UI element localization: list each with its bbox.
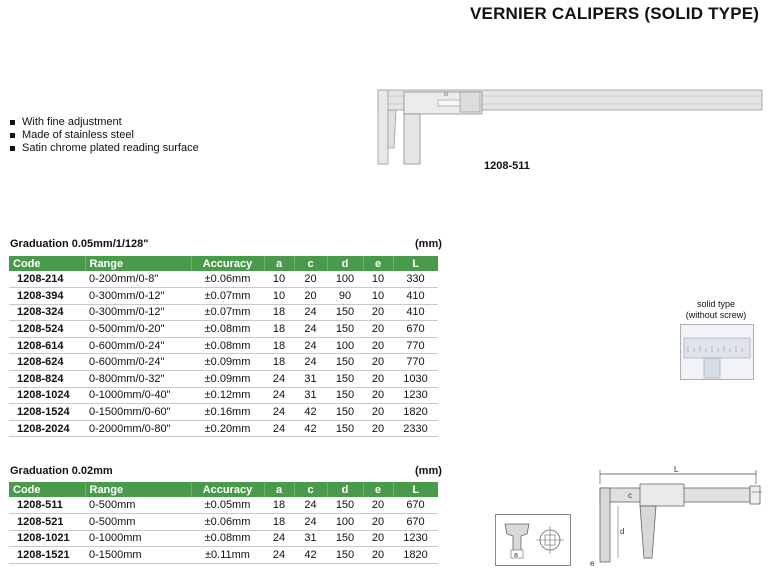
column-header: a: [264, 482, 294, 497]
unit-label: (mm): [415, 238, 442, 250]
table-cell: 24: [264, 547, 294, 564]
table-cell: 330: [393, 271, 438, 288]
table-cell: 18: [264, 337, 294, 354]
table-cell: 20: [363, 404, 393, 421]
table-row: [9, 354, 438, 371]
table-cell: 150: [327, 354, 363, 371]
table-cell: ±0.05mm: [191, 497, 264, 514]
table-cell: 0-500mm/0-20": [85, 321, 191, 338]
table-cell: ±0.09mm: [191, 371, 264, 388]
table-cell: 0-300mm/0-12": [85, 304, 191, 321]
table-row: [9, 530, 438, 547]
table-cell: ±0.12mm: [191, 387, 264, 404]
table-cell: 1230: [393, 387, 438, 404]
column-header: Code: [9, 482, 85, 497]
product-image-code: 1208-511: [484, 160, 530, 172]
product-code-cell: 1208-1521: [9, 547, 85, 564]
table-cell: 20: [363, 497, 393, 514]
table-cell: 24: [294, 321, 327, 338]
caliper-product-image: [360, 70, 768, 170]
table-cell: 0-2000mm/0-80": [85, 420, 191, 437]
table-cell: 1820: [393, 547, 438, 564]
table-cell: 0-600mm/0-24": [85, 354, 191, 371]
table-cell: 20: [363, 514, 393, 531]
table-cell: 150: [327, 387, 363, 404]
table-cell: 670: [393, 321, 438, 338]
column-header: e: [363, 256, 393, 271]
table-cell: 18: [264, 497, 294, 514]
solid-type-image: [680, 324, 754, 380]
table-cell: 24: [264, 420, 294, 437]
table-cell: 20: [363, 530, 393, 547]
table-cell: ±0.06mm: [191, 514, 264, 531]
column-header: Accuracy: [191, 482, 264, 497]
graduation-heading: Graduation 0.02mm: [10, 465, 113, 477]
column-header: Accuracy: [191, 256, 264, 271]
table-cell: 0-300mm/0-12": [85, 288, 191, 305]
spec-table: [9, 256, 438, 437]
column-header: d: [327, 482, 363, 497]
table-cell: 20: [363, 371, 393, 388]
table-cell: 0-1000mm: [85, 530, 191, 547]
table-cell: 0-1000mm/0-40": [85, 387, 191, 404]
diagram-label-a: a: [514, 552, 518, 559]
product-code-cell: 1208-624: [9, 354, 85, 371]
column-header: Range: [85, 256, 191, 271]
product-code-cell: 1208-1024: [9, 387, 85, 404]
column-header: L: [393, 482, 438, 497]
feature-item: With fine adjustment: [10, 116, 199, 129]
product-code-cell: 1208-521: [9, 514, 85, 531]
table-cell: 0-1500mm/0-60": [85, 404, 191, 421]
table-row: [9, 514, 438, 531]
table-cell: 150: [327, 497, 363, 514]
table-row: [9, 271, 438, 288]
table-cell: 42: [294, 547, 327, 564]
page-title: VERNIER CALIPERS (SOLID TYPE): [470, 4, 760, 23]
table-cell: 770: [393, 354, 438, 371]
table-row: [9, 497, 438, 514]
table-row: [9, 387, 438, 404]
table-cell: 90: [327, 288, 363, 305]
table-cell: ±0.16mm: [191, 404, 264, 421]
diagram-label-d: d: [620, 527, 625, 536]
table-cell: 42: [294, 420, 327, 437]
column-header: a: [264, 256, 294, 271]
table-row: [9, 288, 438, 305]
table-cell: 150: [327, 321, 363, 338]
table-cell: 100: [327, 514, 363, 531]
jaw-cross-section-diagram: [495, 514, 571, 566]
table-cell: 18: [264, 304, 294, 321]
table-cell: 410: [393, 304, 438, 321]
solid-type-caption: solid type (without screw): [685, 299, 747, 320]
feature-list: [10, 116, 199, 155]
product-code-cell: 1208-824: [9, 371, 85, 388]
table-cell: ±0.11mm: [191, 547, 264, 564]
diagram-label-e: e: [590, 559, 595, 568]
dimension-drawing: [588, 462, 764, 570]
table-row: [9, 420, 438, 437]
table-cell: 0-800mm/0-32": [85, 371, 191, 388]
table-cell: 24: [264, 387, 294, 404]
product-code-cell: 1208-2024: [9, 420, 85, 437]
table-cell: 670: [393, 514, 438, 531]
table-cell: 150: [327, 420, 363, 437]
table-cell: 770: [393, 337, 438, 354]
table-cell: ±0.08mm: [191, 337, 264, 354]
table-cell: 20: [363, 354, 393, 371]
table-cell: 1030: [393, 371, 438, 388]
table-cell: 31: [294, 371, 327, 388]
table-row: [9, 337, 438, 354]
table-cell: 20: [363, 304, 393, 321]
table-row: [9, 404, 438, 421]
table-cell: 10: [363, 288, 393, 305]
table-cell: 2330: [393, 420, 438, 437]
table-cell: 100: [327, 337, 363, 354]
table-cell: 20: [294, 271, 327, 288]
table-cell: ±0.07mm: [191, 304, 264, 321]
feature-item: Satin chrome plated reading surface: [10, 142, 199, 155]
table-cell: 150: [327, 371, 363, 388]
table-cell: 18: [264, 321, 294, 338]
table-cell: 24: [294, 304, 327, 321]
table-cell: ±0.08mm: [191, 321, 264, 338]
table-cell: 24: [294, 354, 327, 371]
column-header: e: [363, 482, 393, 497]
product-code-cell: 1208-524: [9, 321, 85, 338]
table-cell: 150: [327, 304, 363, 321]
column-header: d: [327, 256, 363, 271]
table-cell: 0-500mm: [85, 497, 191, 514]
table-cell: 1820: [393, 404, 438, 421]
product-code-cell: 1208-394: [9, 288, 85, 305]
table-cell: 24: [264, 371, 294, 388]
table-cell: 10: [363, 271, 393, 288]
table-cell: 150: [327, 530, 363, 547]
table-cell: 24: [294, 337, 327, 354]
table-cell: 24: [294, 497, 327, 514]
table-cell: 0-1500mm: [85, 547, 191, 564]
table-cell: 18: [264, 354, 294, 371]
table-cell: 20: [363, 337, 393, 354]
graduation-heading: Graduation 0.05mm/1/128": [10, 238, 149, 250]
product-code-cell: 1208-1524: [9, 404, 85, 421]
diagram-label-c: c: [628, 491, 632, 500]
table-cell: 24: [264, 404, 294, 421]
spec-table: [9, 482, 438, 564]
table-cell: 31: [294, 387, 327, 404]
table-cell: 410: [393, 288, 438, 305]
table-cell: 100: [327, 271, 363, 288]
product-code-cell: 1208-1021: [9, 530, 85, 547]
column-header: Code: [9, 256, 85, 271]
table-cell: 20: [363, 420, 393, 437]
product-code-cell: 1208-324: [9, 304, 85, 321]
table-cell: 10: [264, 271, 294, 288]
column-header: c: [294, 256, 327, 271]
table-row: [9, 321, 438, 338]
table-cell: 18: [264, 514, 294, 531]
table-cell: 20: [294, 288, 327, 305]
column-header: c: [294, 482, 327, 497]
table-cell: 670: [393, 497, 438, 514]
table-cell: 150: [327, 547, 363, 564]
column-header: L: [393, 256, 438, 271]
table-cell: 0-500mm: [85, 514, 191, 531]
table-cell: 10: [264, 288, 294, 305]
table-cell: 31: [294, 530, 327, 547]
table-cell: 20: [363, 387, 393, 404]
table-cell: 24: [294, 514, 327, 531]
table-cell: 24: [264, 530, 294, 547]
bullet-icon: [10, 120, 15, 125]
column-header: Range: [85, 482, 191, 497]
table-cell: 150: [327, 404, 363, 421]
table-cell: 1230: [393, 530, 438, 547]
table-cell: ±0.08mm: [191, 530, 264, 547]
table-cell: 0-200mm/0-8": [85, 271, 191, 288]
table-cell: ±0.09mm: [191, 354, 264, 371]
table-cell: ±0.06mm: [191, 271, 264, 288]
table-cell: ±0.20mm: [191, 420, 264, 437]
bullet-icon: [10, 133, 15, 138]
table-cell: 0-600mm/0-24": [85, 337, 191, 354]
table-cell: 20: [363, 321, 393, 338]
unit-label: (mm): [415, 465, 442, 477]
table-cell: ±0.07mm: [191, 288, 264, 305]
bullet-icon: [10, 146, 15, 151]
feature-item: Made of stainless steel: [10, 129, 199, 142]
table-cell: 20: [363, 547, 393, 564]
product-code-cell: 1208-214: [9, 271, 85, 288]
table-cell: 42: [294, 404, 327, 421]
table-row: [9, 547, 438, 564]
diagram-label-L: L: [674, 465, 679, 474]
product-code-cell: 1208-614: [9, 337, 85, 354]
table-row: [9, 304, 438, 321]
product-code-cell: 1208-511: [9, 497, 85, 514]
table-row: [9, 371, 438, 388]
